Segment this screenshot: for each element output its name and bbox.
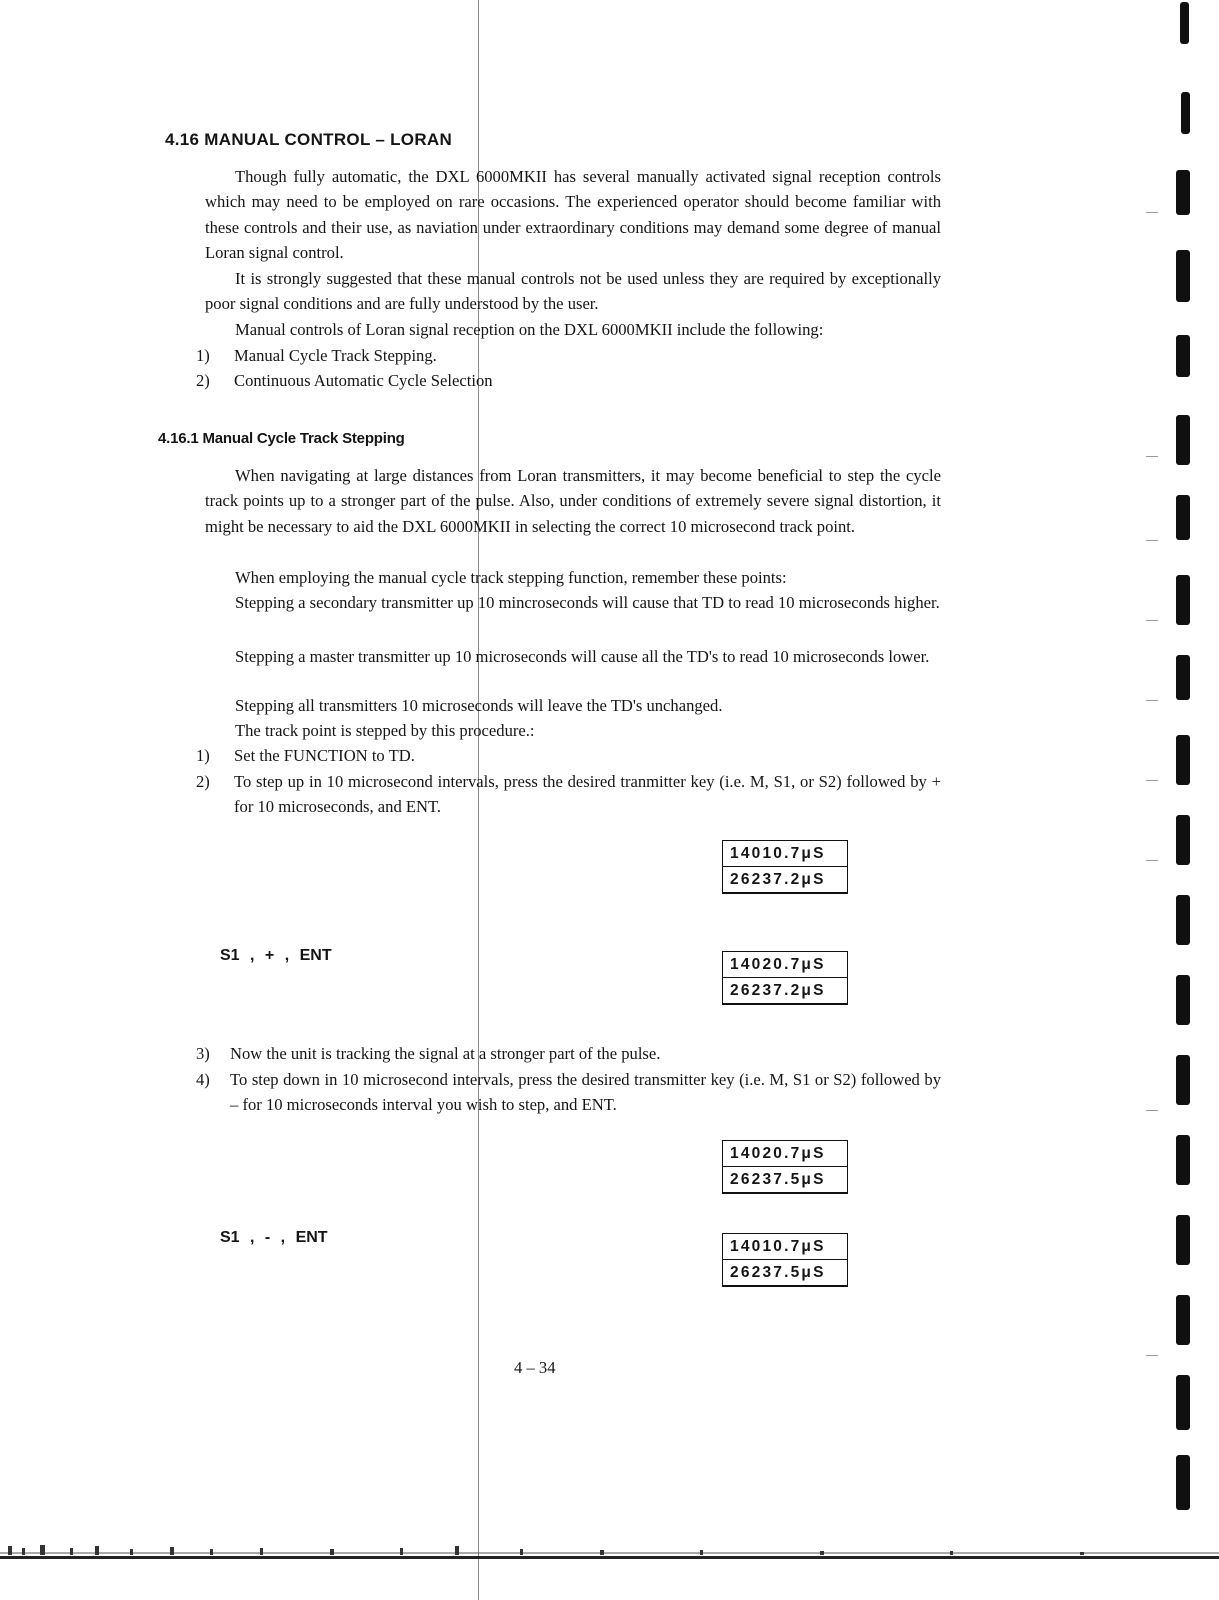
step-item: [196, 1067, 941, 1118]
display-line: 14020.7μS: [730, 956, 826, 973]
binding-mark: [1176, 655, 1190, 700]
step-number: 3): [196, 1044, 210, 1063]
paragraph: When navigating at large distances from Loran transmitters, it may become beneficial to step the cycle track points up to a stronger part of the pulse. Also, under conditions of extremely severe signal distortion, it might be necessary to aid the DXL 6000MKII in selecting the correct 10 microsecond track point.: [205, 466, 941, 536]
binding-mark: [1176, 170, 1190, 215]
binding-mark: [1176, 1215, 1190, 1265]
paragraph: When employing the manual cycle track stepping function, remember these points:: [235, 568, 787, 587]
lcd-display: [722, 1233, 848, 1287]
binding-mark: [1176, 250, 1190, 302]
paragraph: Stepping all transmitters 10 microseconds will leave the TD's unchanged.: [235, 696, 723, 715]
display-line: 26237.5μS: [723, 1166, 847, 1192]
list-item: [196, 368, 941, 393]
binding-mark: [1176, 815, 1190, 865]
binding-mark: [1176, 1055, 1190, 1105]
binding-mark: [1176, 1375, 1190, 1430]
step-text: To step down in 10 microsecond intervals, press the desired transmitter key (i.e. M, S1 or S2) followed by – for 10 microseconds interval you wish to step, and ENT.: [230, 1070, 941, 1115]
display-line: 26237.5μS: [723, 1259, 847, 1285]
step-item: [196, 1041, 941, 1066]
paragraph: Stepping a secondary transmitter up 10 mincroseconds will cause that TD to read 10 microseconds higher.: [235, 593, 940, 612]
binding-mark: [1176, 735, 1190, 785]
binding-mark: [1176, 1295, 1190, 1345]
margin-tick: [1146, 620, 1158, 621]
paragraph: The track point is stepped by this procedure.:: [235, 721, 535, 740]
binding-mark: [1176, 1135, 1190, 1185]
binding-mark: [1176, 495, 1190, 540]
binding-mark: [1176, 895, 1190, 945]
margin-tick: [1146, 860, 1158, 861]
step-text: Now the unit is tracking the signal at a stronger part of the pulse.: [230, 1044, 661, 1063]
list-text: Manual Cycle Track Stepping.: [234, 346, 437, 365]
display-line: 26237.2μS: [723, 866, 847, 892]
key-sequence: S1 , + , ENT: [220, 947, 332, 964]
margin-tick: [1146, 1355, 1158, 1356]
margin-tick: [1146, 456, 1158, 457]
display-line: 14010.7μS: [730, 1238, 826, 1255]
list-number: 1): [196, 346, 210, 365]
margin-tick: [1146, 212, 1158, 213]
scan-edge-artifact: [0, 1540, 1219, 1564]
lcd-display: [722, 1140, 848, 1194]
display-line: 14010.7μS: [730, 845, 826, 862]
step-item: [196, 769, 941, 820]
binding-mark: [1176, 415, 1190, 465]
paragraph: Though fully automatic, the DXL 6000MKII has several manually activated signal reception controls which may need to be employed on rare occasions. The experienced operator should become familiar with these controls and their use, as naviation under extraordinary conditions may demand some degree of manual Loran signal control.: [205, 167, 941, 263]
binding-mark: [1176, 335, 1190, 377]
step-number: 4): [196, 1070, 210, 1089]
paragraph: It is strongly suggested that these manual controls not be used unless they are required by exceptionally poor signal conditions and are fully understood by the user.: [205, 269, 941, 314]
list-number: 2): [196, 371, 210, 390]
step-text: Set the FUNCTION to TD.: [234, 746, 415, 765]
binding-mark: [1176, 575, 1190, 625]
step-number: 2): [196, 772, 210, 791]
lcd-display: [722, 951, 848, 1005]
binding-mark: [1176, 1455, 1190, 1510]
display-line: 26237.2μS: [723, 977, 847, 1003]
margin-tick: [1146, 780, 1158, 781]
margin-tick: [1146, 540, 1158, 541]
subsection-title: 4.16.1 Manual Cycle Track Stepping: [158, 430, 405, 447]
binding-mark: [1176, 975, 1190, 1025]
paragraph: Stepping a master transmitter up 10 microseconds will cause all the TD's to read 10 microseconds lower.: [235, 647, 930, 666]
margin-tick: [1146, 1110, 1158, 1111]
binding-mark: [1180, 2, 1189, 44]
display-line: 14020.7μS: [730, 1145, 826, 1162]
binding-mark: [1181, 92, 1190, 134]
step-number: 1): [196, 746, 210, 765]
lcd-display: [722, 840, 848, 894]
step-item: [196, 743, 941, 768]
step-text: To step up in 10 microsecond intervals, press the desired tranmitter key (i.e. M, S1, or S2) followed by + for 10 microseconds, and ENT.: [234, 772, 941, 817]
intro-line: Manual controls of Loran signal reception on the DXL 6000MKII include the following:: [235, 320, 824, 339]
margin-tick: [1146, 700, 1158, 701]
key-sequence: S1 , - , ENT: [220, 1229, 328, 1246]
list-item: [196, 343, 941, 368]
list-text: Continuous Automatic Cycle Selection: [234, 371, 493, 390]
section-title: 4.16 MANUAL CONTROL – LORAN: [165, 130, 453, 149]
page-number: 4 – 34: [514, 1358, 556, 1377]
